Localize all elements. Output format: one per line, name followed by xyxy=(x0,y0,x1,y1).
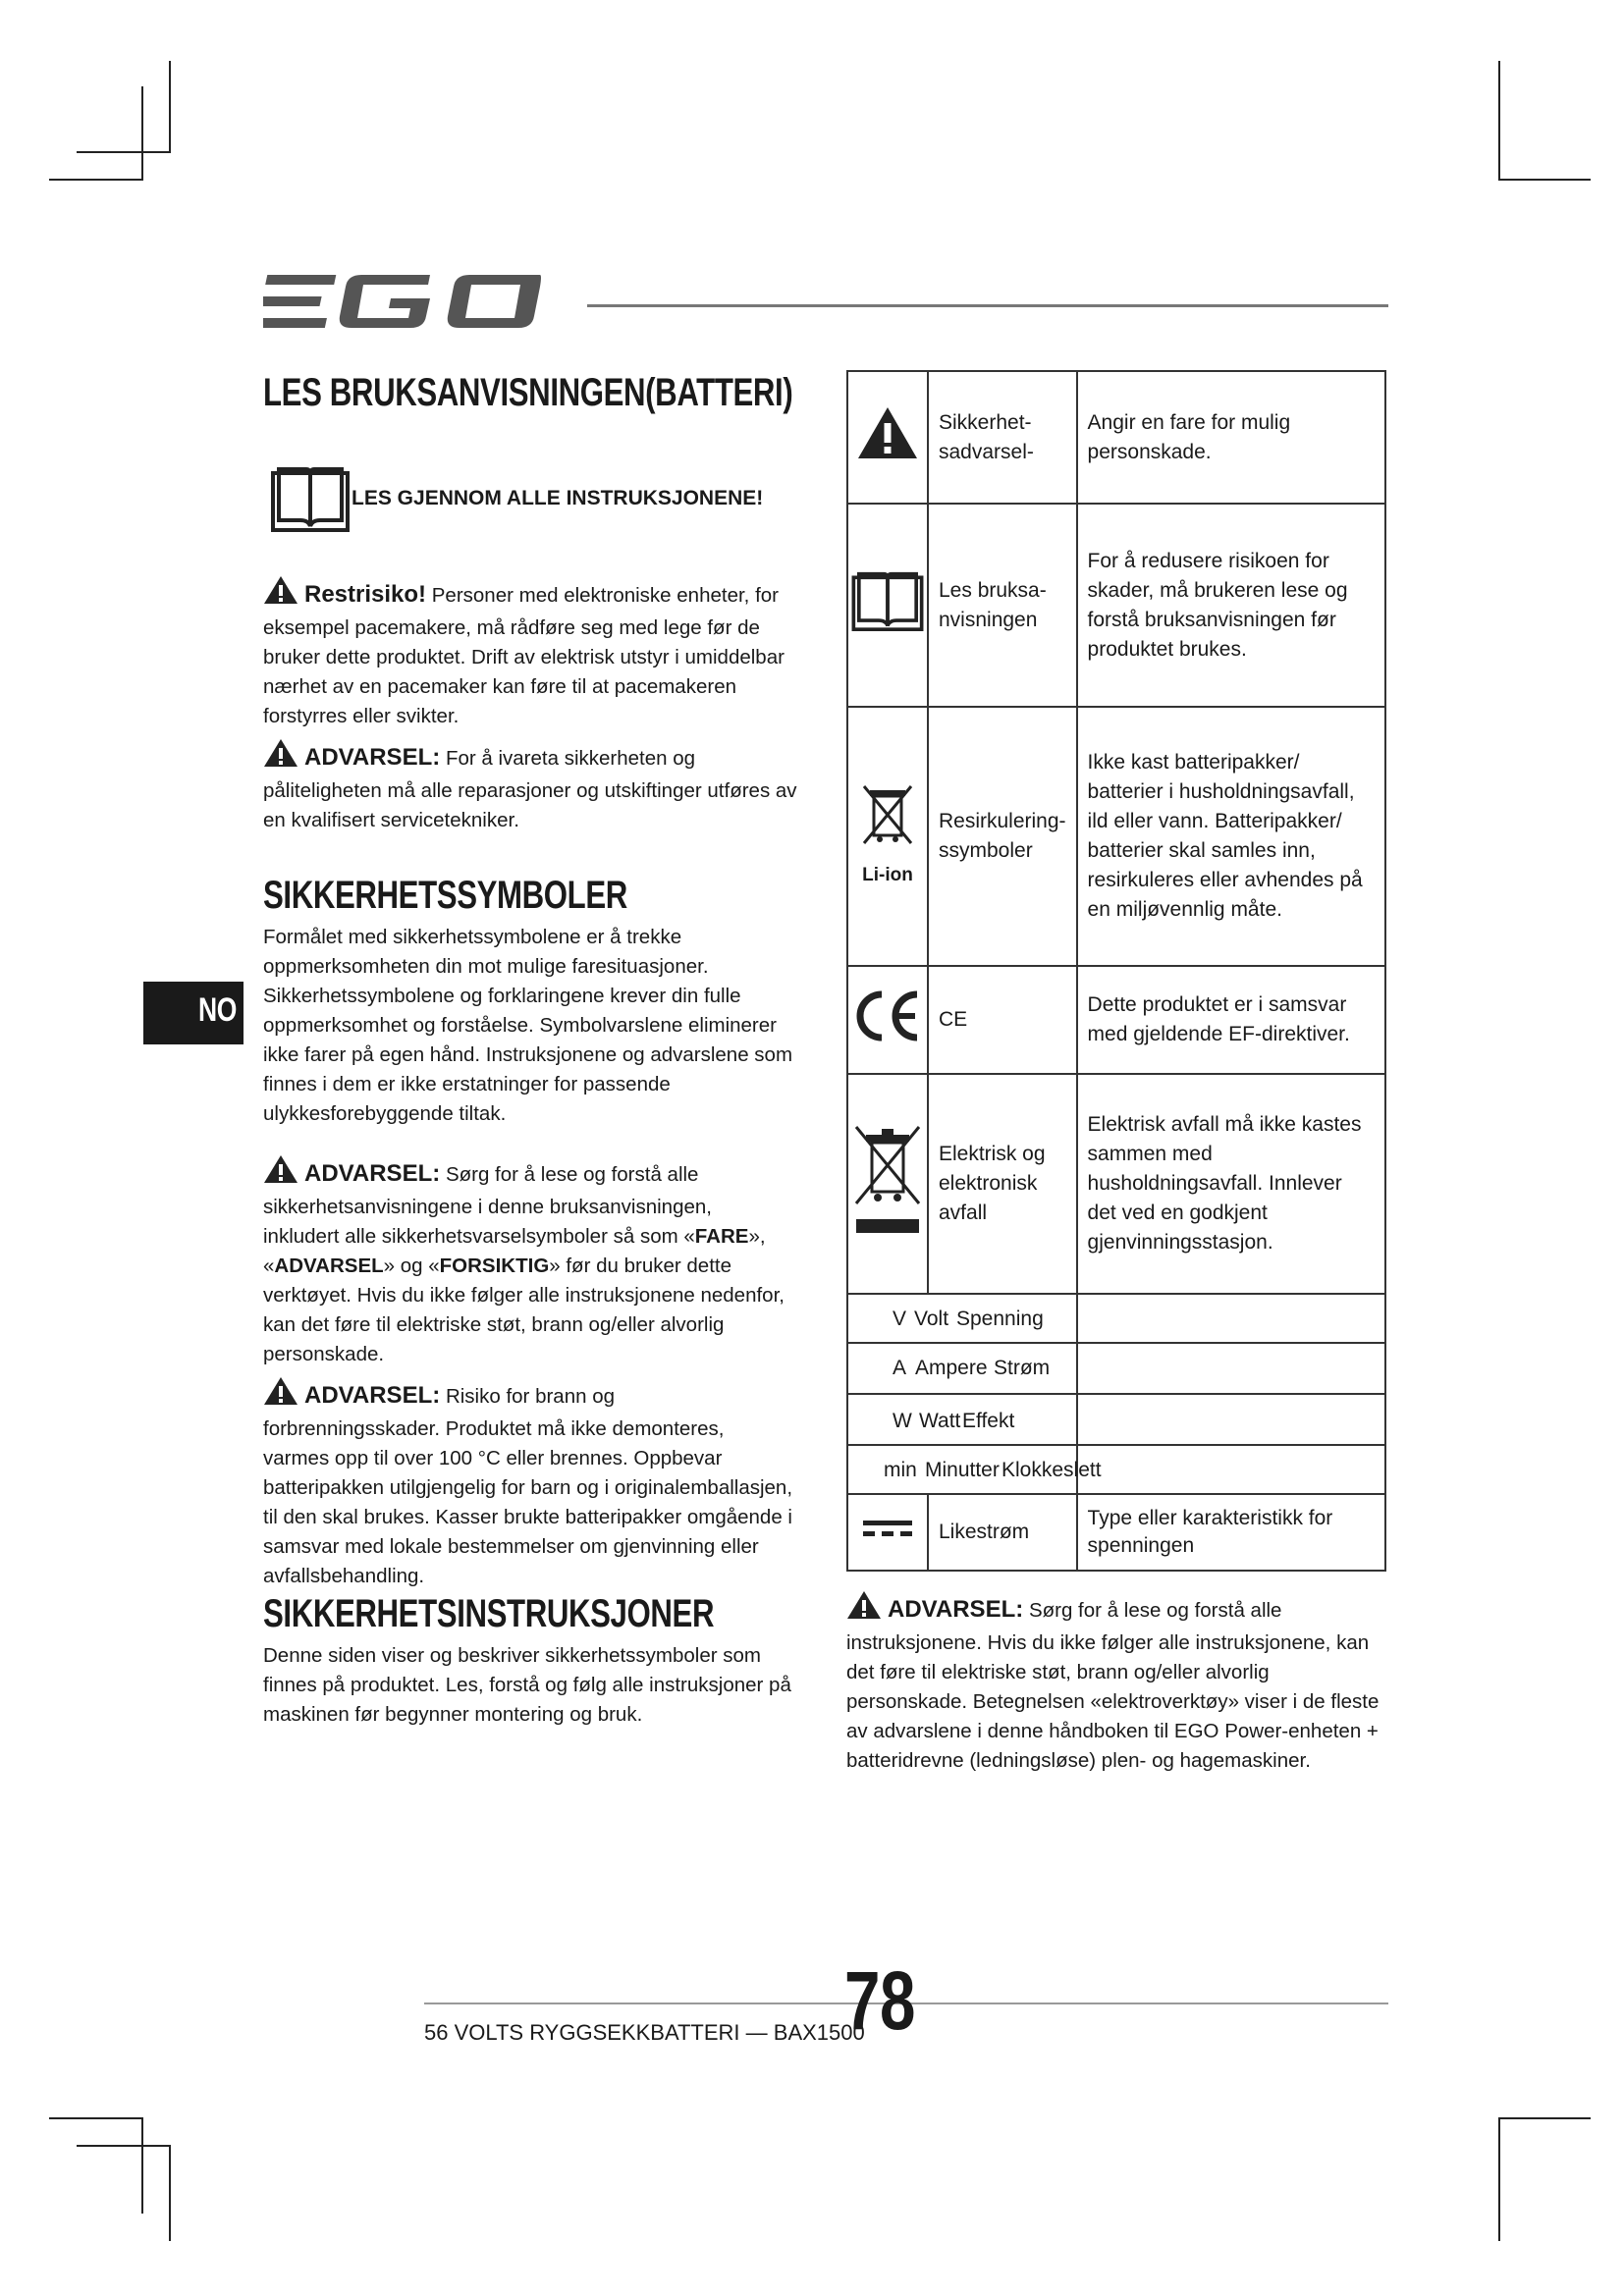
safety-symbols-intro: Formålet med sikkerhetssymbolene er å trekke oppmerksomheten din mot mulige faresituasjoner. Sikkerhetssymbolene og forklaringene krever din fulle oppmerksomhet og forståelse. Symbolvarslene eliminerer ikke farer på egen hånd. Instruksjonene og advarslene som finnes i dem er ikke erstatninger for passende ulykkesforebyggende tiltak. xyxy=(263,926,793,1125)
recycling-liion-icon xyxy=(848,782,927,860)
ce-mark-icon xyxy=(852,1026,923,1048)
safety-symbols-heading: SIKKERHETSSYMBOLER xyxy=(263,874,627,917)
table-row: CE Dette produktet er i samsvar med gjeldende EF-direktiver. xyxy=(847,966,1385,1074)
crop-mark xyxy=(77,2145,171,2147)
right-warning-paragraph: ADVARSEL: Sørg for å lese og forstå alle instruksjonene. Hvis du ikke følger alle instruksjonene, kan det føre til elektriske støt, brann og/eller alvorlig personskade. Betegnelsen «elektroverktøy» viser i de fleste av advarslene i denne håndboken til EGO Power-enheten + batteridrevne (ledningsløse) plen- og hagemaskiner. xyxy=(846,1590,1388,1776)
li-ion-label: Li-ion xyxy=(862,865,913,885)
crop-mark xyxy=(169,2145,171,2241)
direct-current-icon xyxy=(861,1521,914,1543)
table-row: Likestrøm Type eller karakteristikk for spenningen xyxy=(847,1494,1385,1571)
crop-mark xyxy=(141,86,143,181)
language-tab: NO xyxy=(143,982,244,1044)
crop-mark xyxy=(141,2117,143,2214)
table-row: Li-ion Resirkulering-ssymboler Ikke kast batteripakker/ batterier i husholdningsavfall, ild eller vann. Batteripakker/ batterier skal samles inn, resirkuleres eller avhendes på en miljøvennlig måte. xyxy=(847,707,1385,966)
table-row: V Volt Spenning xyxy=(847,1294,1385,1343)
manual-book-icon xyxy=(271,465,350,537)
table-row: Sikkerhet-sadvarsel- Angir en fare for mulig personskade. xyxy=(847,371,1385,504)
crop-mark xyxy=(169,61,171,153)
warning-repairs-paragraph: ADVARSEL: For å ivareta sikkerheten og påliteligheten må alle reparasjoner og utskiftinger utføres av en kvalifisert servicetekniker. xyxy=(263,738,813,835)
safety-instructions-text: Denne siden viser og beskriver sikkerhetssymboler som finnes på produktet. Les, forstå og følg alle instruksjoner på maskinen før begynner montering og bruk. xyxy=(263,1644,791,1726)
warning-fire-paragraph: ADVARSEL: Risiko for brann og forbrenningsskader. Produktet må ikke demonteres, varmes opp til over 100 °C eller brennes. Oppbevar batteripakken utilgjengelig for barn og i originalemballasjen, til den skal brukes. Kasser brukte batteripakker omgående i samsvar med lokale bestemmelser om gjenvinning eller avfallsbehandling. xyxy=(263,1376,793,1591)
page-number: 78 xyxy=(844,1954,916,2047)
footer-product: 56 VOLTS RYGGSEKKBATTERI — BAX1500 xyxy=(424,2020,865,2045)
safety-instructions-heading: SIKKERHETSINSTRUKSJONER xyxy=(263,1592,715,1635)
crop-mark xyxy=(49,179,141,181)
warning-triangle-icon xyxy=(263,738,298,776)
crop-mark xyxy=(49,2117,141,2119)
table-row: Les bruksa-nvisningen For å redusere risikoen for skader, må brukeren lese og forstå bruksanvisningen før produktet brukes. xyxy=(847,504,1385,707)
page-title: LES BRUKSANVISNINGEN(BATTERI) xyxy=(263,371,793,414)
warning-read-all-paragraph: ADVARSEL: Sørg for å lese og forstå alle sikkerhetsanvisningene i denne bruksanvisningen, inkludert alle sikkerhetsvarselsymboler så som «FARE», «ADVARSEL» og «FORSIKTIG» før du bruker dette verktøyet. Hvis du ikke følger alle instruksjonene nedenfor, kan det føre til elektriske støt, brann og/eller alvorlig personskade. xyxy=(263,1154,793,1369)
warning-triangle-icon xyxy=(846,1590,882,1629)
warning-triangle-icon xyxy=(263,575,298,614)
ego-logo xyxy=(263,267,560,336)
table-row: Elektrisk og elektronisk avfall Elektrisk avfall må ikke kastes sammen med husholdningsavfall. Innlever det ved en godkjent gjenvinningsstasjon. xyxy=(847,1074,1385,1294)
weee-bin-icon xyxy=(852,1221,923,1244)
table-row: A Ampere Strøm xyxy=(847,1343,1385,1394)
symbols-table xyxy=(846,370,1386,1572)
crop-mark xyxy=(1498,61,1500,181)
header-rule xyxy=(587,304,1388,307)
crop-mark xyxy=(77,151,171,153)
crop-mark xyxy=(1498,2117,1591,2119)
warning-triangle-icon xyxy=(856,443,919,465)
read-all-instructions: LES GJENNOM ALLE INSTRUKSJONENE! xyxy=(352,487,764,509)
table-row: min Minutter Klokkeslett xyxy=(847,1445,1385,1494)
warning-triangle-icon xyxy=(263,1154,298,1193)
warning-triangle-icon xyxy=(263,1376,298,1415)
table-row: W Watt Effekt xyxy=(847,1394,1385,1445)
crop-mark xyxy=(1498,2117,1500,2241)
manual-book-icon xyxy=(851,614,924,636)
residual-risk-paragraph: Restrisiko! Personer med elektroniske enheter, for eksempel pacemakere, må rådføre seg med lege før de bruker dette produktet. Drift av elektrisk utstyr i umiddelbar nærhet av en pacemaker kan føre til at pacemakeren forstyrres eller svikter. xyxy=(263,575,813,731)
crop-mark xyxy=(1498,179,1591,181)
